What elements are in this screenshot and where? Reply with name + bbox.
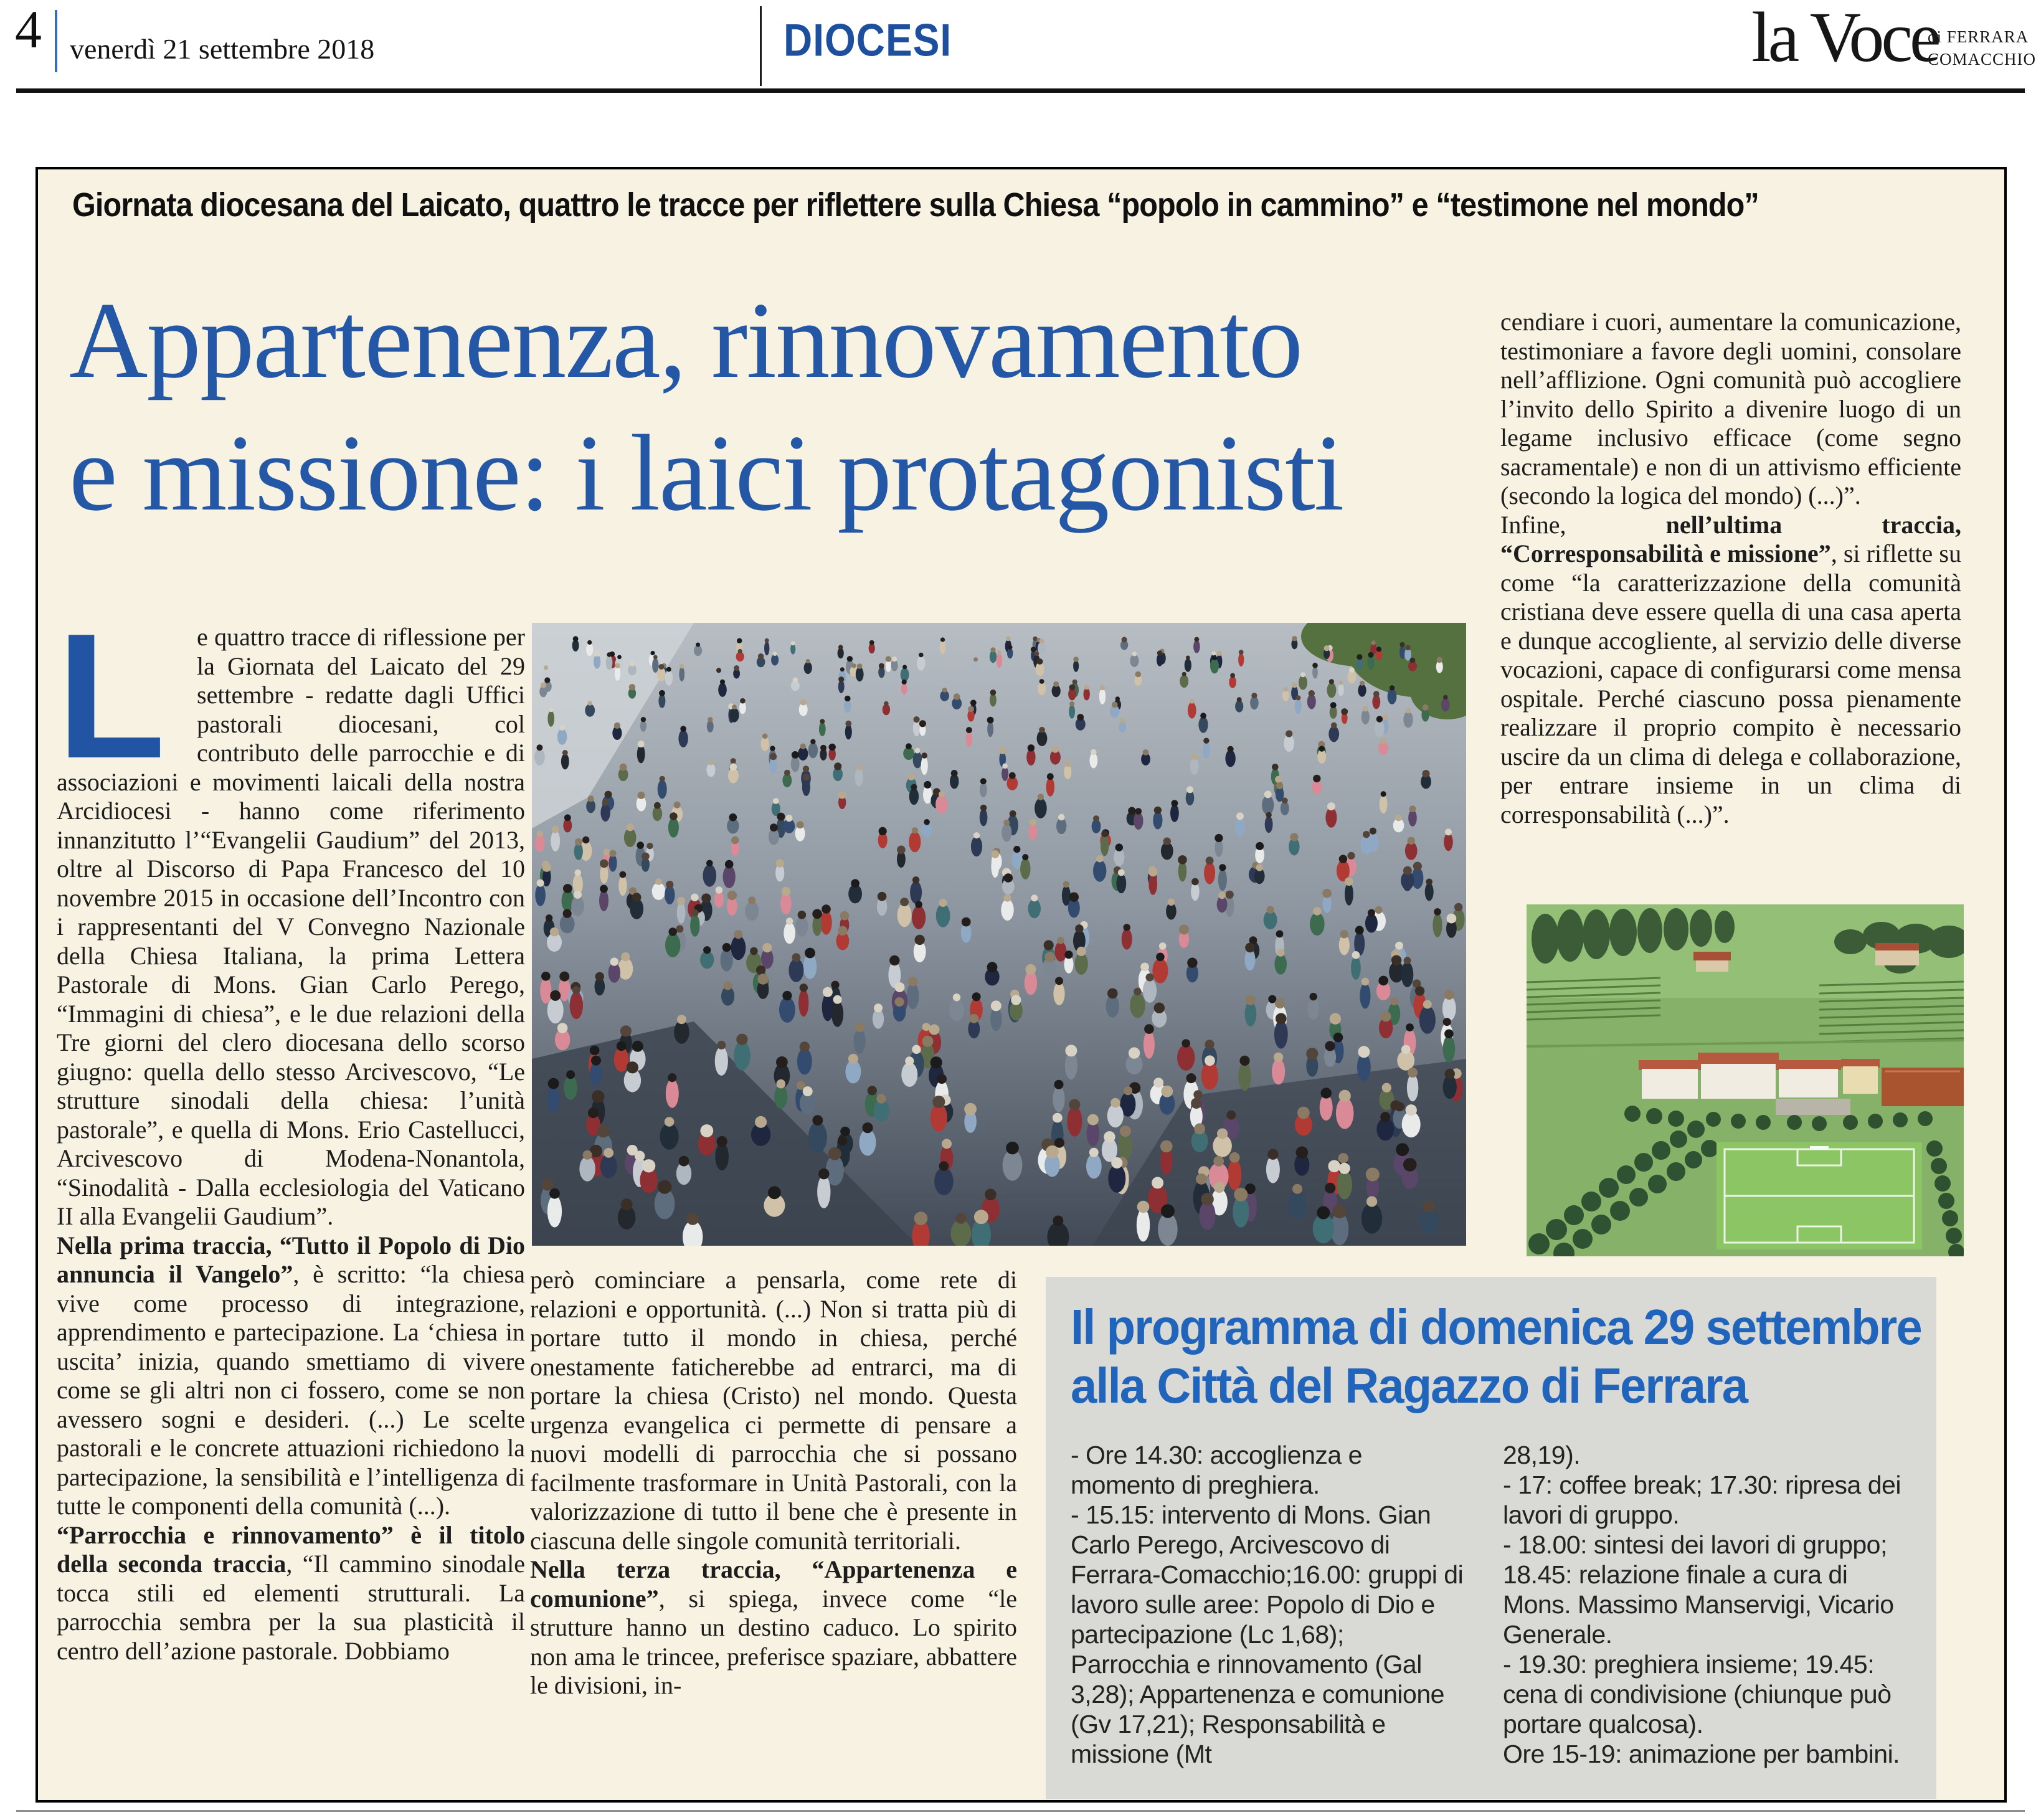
program-column-left — [1071, 1440, 1469, 1769]
text-segment: , “Il cammino sinodale tocca stili ed elementi strutturali. La parrocchia sembra per la sua plasticità il centro dell’azione pastorale. Dobbiamo — [57, 1550, 525, 1665]
masthead-subline-1: di FERRARA — [1928, 27, 2029, 46]
header-rule — [16, 88, 2025, 93]
text-segment: “Parrocchia e rinnovamento” è il titolo della seconda traccia — [57, 1520, 525, 1578]
crowd-photo — [532, 623, 1466, 1246]
program-title-line-1: Il programma di domenica 29 settembre — [1071, 1299, 1921, 1355]
program-item: - 17: coffee break; 17.30: ripresa dei lavori di gruppo. — [1503, 1471, 1901, 1529]
program-title — [1071, 1298, 1921, 1415]
masthead-logo: la Voce — [1751, 0, 1938, 77]
program-item: - 19.30: preghiera insieme; 19.45: cena di condivisione (chiunque può portare qualcosa). — [1503, 1650, 1892, 1738]
program-title-line-2: alla Città del Ragazzo di Ferrara — [1071, 1358, 1748, 1413]
text-segment: nell’ultima traccia, “Corresponsabilità e missione” — [1500, 510, 1961, 567]
header-divider — [760, 6, 762, 86]
article-column-middle — [530, 1266, 1017, 1700]
aerial-photo — [1527, 904, 1964, 1256]
text-segment: però cominciare a pensarla, come rete di relazioni e opportunità. (...) Non si tratta più di portare tutto il mondo in chiesa, perché onestamente faticherebbe ad entrarci, ma di portare la chiesa (Cristo) nel mondo. Questa urgenza evangelica ci permette di pensare a nuovi modelli di parrocchia che si possano facilmente trasformare in Unità Pastorali, con la valorizzazione di tutto il bene che è presente in ciascuna delle singole comunità territoriali. — [530, 1266, 1017, 1555]
headline-line-2: e missione: i laici protagonisti — [69, 412, 1343, 533]
page-number: 4 — [15, 0, 42, 59]
article-column-left-text — [57, 623, 525, 1665]
footer-rule — [16, 1810, 2025, 1812]
text-segment: Infine, — [1500, 510, 1666, 539]
program-box — [1046, 1277, 1936, 1799]
header-blue-divider — [55, 10, 57, 72]
headline — [69, 274, 1343, 539]
program-item: 28,19). — [1503, 1441, 1581, 1469]
article-column-right — [1500, 308, 1961, 829]
section-label: DIOCESI — [784, 14, 952, 66]
program-item: Ore 15-19: animazione per bambini. — [1503, 1740, 1900, 1768]
text-segment: cendiare i cuori, aumentare la comunicazione, testimoniare a favore degli uomini, consolare nell’afflizione. Ogni comunità può accogliere l’invito dello Spirito a divenire luogo di un legame inclusivo efficace (come segno sacramentale) e non di un attivismo efficiente (secondo la logica del mondo) (...)”. — [1500, 308, 1961, 510]
text-segment: , si riflette su come “la caratterizzazione della comunità cristiana deve essere quella di una casa aperta e dunque accogliente, al servizio delle diverse vocazioni, capace di configurarsi come mensa ospitale. Perché ciascuno possa pienamente realizzare il proprio compito è necessario uscire da un clima di delega e collaborazione, per entrare insieme in un clima di corresponsabilità (...)”. — [1500, 539, 1962, 828]
program-column-right — [1503, 1440, 1921, 1769]
drop-cap: L — [57, 628, 166, 767]
text-segment: , è scritto: “la chiesa vive come processo di integrazione, apprendimento e partecipazione. La ‘chiesa in uscita’ inizia, quando smettiamo di vivere come se gli altri non ci fossero, come se non avessero sogni e desideri. (...) Le scelte pastorali e le concrete attuazioni richiedono la partecipazione, la sensibilità e l’intelligenza di tutte le componenti della comunità (...). — [57, 1260, 525, 1520]
kicker: Giornata diocesana del Laicato, quattro le tracce per riflettere sulla Chiesa “popolo in cammino” e “testimone nel mondo” — [72, 186, 1759, 224]
crowd-photo-svg — [532, 623, 1466, 1246]
text-segment: Nella terza traccia, “Appartenenza e comunione” — [530, 1555, 1017, 1613]
program-columns — [1071, 1440, 1921, 1769]
masthead-subline-2: COMACCHIO — [1928, 50, 2037, 69]
text-segment: e quattro tracce di riflessione per la Giornata del Laicato del 29 settembre - redatte dagli Uffici pastorali diocesani, col contributo delle parrocchie e di associazioni e movimenti laicali della nostra Arcidiocesi - hanno come riferimento innanzitutto l’“Evangelii Gaudium” del 2013, oltre al Discorso di Papa Francesco del 10 novembre 2015 in occasione dell’Incontro con i rappresentanti del V Convegno Nazionale della Chiesa Italiana, la prima Lettera Pastorale di Mons. Gian Carlo Perego, “Immagini di chiesa”, e le due relazioni della Tre giorni del clero diocesana dello scorso giugno: quella dello stesso Arcivescovo, “Le strutture sinodali della chiesa: l’unità pastorale”, e quella di Mons. Erio Castellucci, Arcivescovo di Modena-Nonantola, “Sinodalità - Dalla ecclesiologia del Vaticano II alla Evangelii Gaudium”. — [57, 623, 525, 1230]
text-segment: Nella prima traccia, “Tutto il Popolo di Dio annuncia il Vangelo” — [57, 1231, 525, 1288]
text-segment: , si spiega, invece come “le strutture hanno un destino caduco. Lo spirito non ama le trincee, preferisce spaziare, abbattere le divisioni, in- — [530, 1584, 1017, 1699]
article-frame — [36, 167, 2007, 1803]
aerial-photo-svg — [1527, 904, 1964, 1256]
program-item: - 15.15: intervento di Mons. Gian Carlo Perego, Arcivescovo di Ferrara-Comacchio;16.00: gruppi di lavoro sulle aree: Popolo di Dio e partecipazione (Lc 1,68); Parrocchia e rinnovamento (Gal 3,28); Appartenenza e comunione (Gv 17,21); Responsabilità e missione (Mt — [1071, 1500, 1464, 1768]
page-date: venerdì 21 settembre 2018 — [70, 33, 375, 65]
headline-line-1: Appartenenza, rinnovamento — [69, 280, 1302, 400]
program-item: - Ore 14.30: accoglienza e momento di preghiera. — [1071, 1441, 1362, 1499]
article-column-left — [57, 623, 525, 1666]
program-item: - 18.00: sintesi dei lavori di gruppo; 18.45: relazione finale a cura di Mons. Massimo Manservigi, Vicario Generale. — [1503, 1530, 1894, 1649]
